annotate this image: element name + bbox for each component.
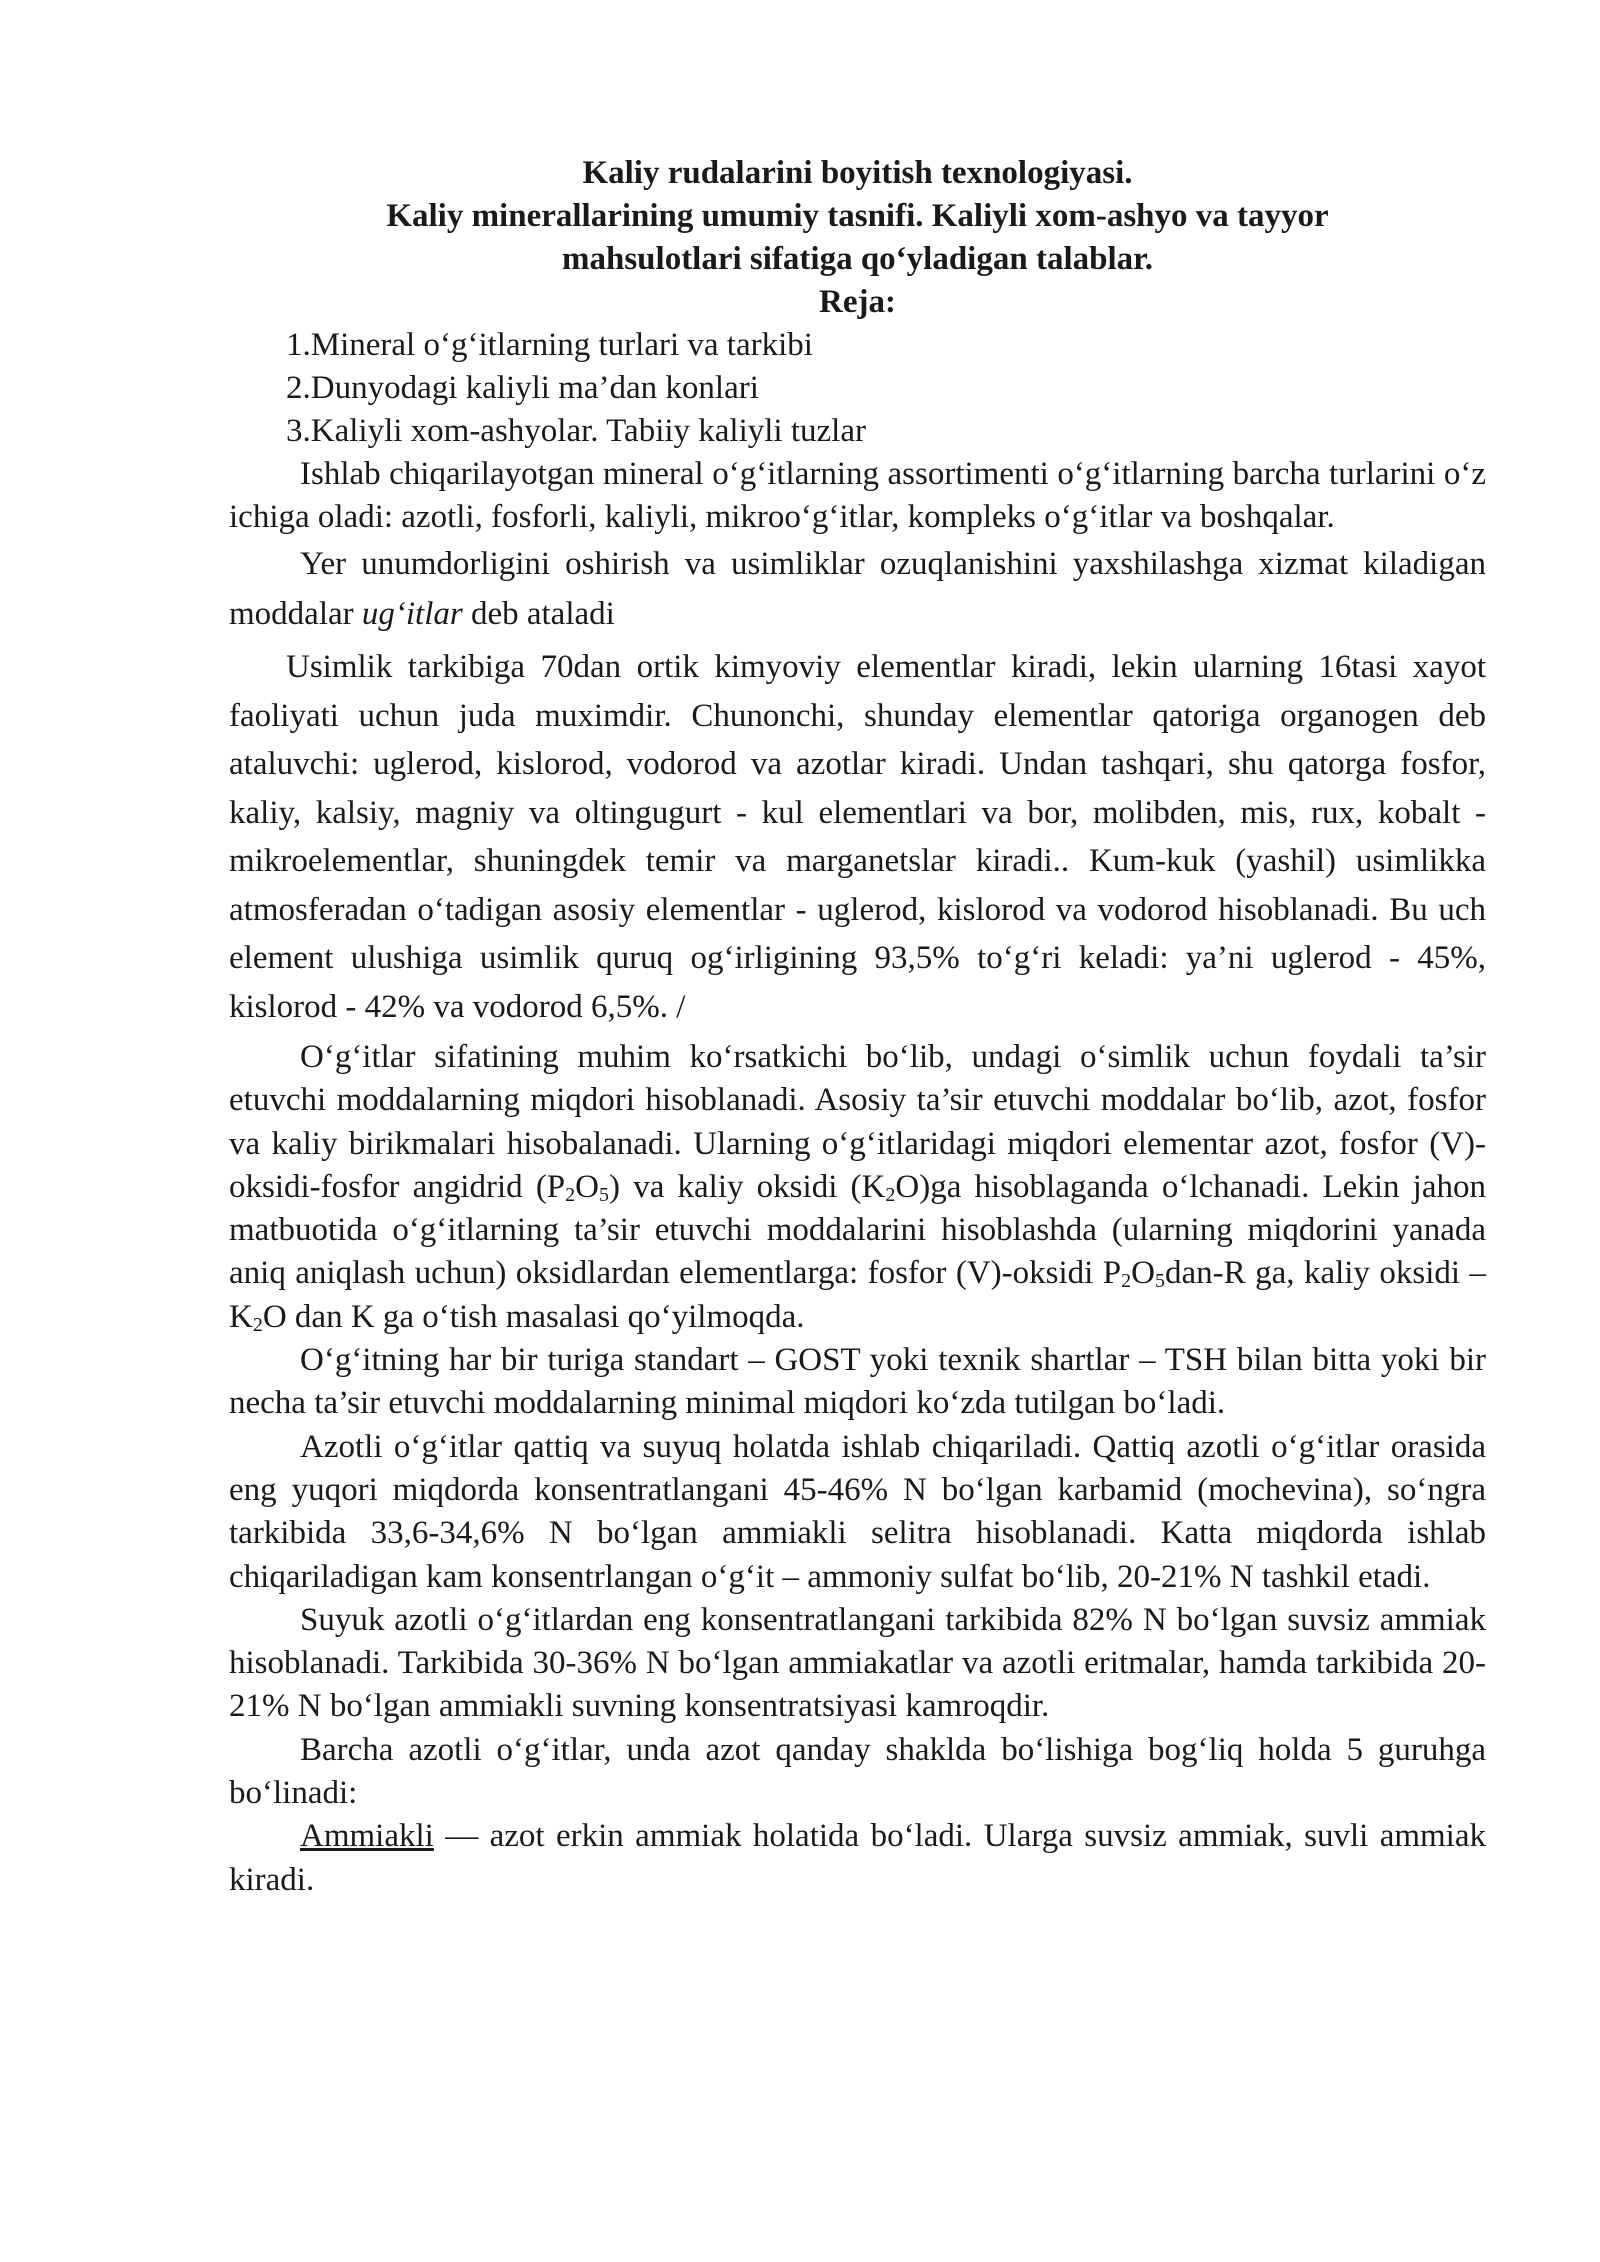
title-line-1: Kaliy rudalarini boyitish texnologiyasi. xyxy=(582,155,1133,191)
paragraph-definition xyxy=(229,539,1486,639)
document-page xyxy=(229,152,1486,1902)
paragraph-ammonia xyxy=(229,1815,1486,1902)
quality-text-d: dan-R ga, kaliy oksidi – K xyxy=(229,1255,1487,1335)
ammonia-term: Ammiakli xyxy=(300,1818,434,1855)
plan-list xyxy=(229,324,1486,453)
oxygen-symbol: O xyxy=(575,1168,600,1205)
plan-item-1: 1.Mineral o‘g‘itlarning turlari va tarkibi xyxy=(286,327,813,363)
quality-text-c: O)ga hisoblaganda o‘lchanadi. Lekin jahon matbuotida o‘g‘itlarning ta’sir etuvchi moddalarini hisoblashda (ularning miqdorini yanada aniq aniqlash uchun) oksidlardan elementlarga: fosfor (V)-oksidi P xyxy=(229,1168,1486,1292)
paragraph-elements: Usimlik tarkibiga 70dan ortik kimyoviy elementlar kiradi, lekin ularning 16tasi xayot faoliyati uchun juda muximdir. Chunonchi, shunday elementlar qatoriga organogen deb ataluvchi: uglerod, kislorod, vodorod va azotlar kiradi. Undan tashqari, shu qatorga fosfor, kaliy, kalsiy, magniy va oltingugurt - kul elementlari va bor, molibden, mis, rux, kobalt - mikroelementlar, shuningdek temir va marganetslar kiradi.. Kum-kuk (yashil) usimlikka atmosferadan o‘tadigan asosiy elementlar - uglerod, kislorod va vodorod hisoblanadi. Bu uch element ulushiga usimlik quruq og‘irligining 93,5% to‘g‘ri keladi: ya’ni uglerod - 45%, kislorod - 42% va vodorod 6,5%. / xyxy=(229,649,1486,1025)
quality-text-a: O‘g‘itlar sifatining muhim ko‘rsatkichi bo‘lib, undagi o‘simlik uchun foydali ta’sir etuvchi moddalarning miqdori hisoblanadi. Asosiy ta’sir etuvchi moddalar bo‘lib, azot, fosfor va kaliy birikmalari hisobalanadi. Ularning o‘g‘itlaridagi miqdori elementar azot, fosfor (V)-oksidi-fosfor angidrid (P xyxy=(229,1039,1486,1205)
paragraph-nitrogen-solid: Azotli o‘g‘itlar qattiq va suyuq holatda ishlab chiqariladi. Qattiq azotli o‘g‘itlar orasida eng yuqori miqdorda konsentratlangani 45-46% N bo‘lgan karbamid (mochevina), so‘ngra tarkibida 33,6-34,6% N bo‘lgan ammiakli selitra hisoblanadi. Katta miqdorda ishlab chiqariladigan kam konsentrlangan o‘g‘it – ammoniy sulfat bo‘lib, 20-21% N tashkil etadi. xyxy=(229,1428,1486,1595)
paragraph-assortment: Ishlab chiqarilayotgan mineral o‘g‘itlarning assortimenti o‘g‘itlarning barcha turlarini o‘z ichiga oladi: azotli, fosforli, kaliyli, mikroo‘g‘itlar, kompleks o‘g‘itlar va boshqalar. xyxy=(229,456,1486,535)
subscript-5: 5 xyxy=(1155,1270,1165,1293)
definition-text-start: Yer unumdorligini oshirish va usimliklar ozuqlanishini yaxshilashga xizmat kiladigan moddalar xyxy=(229,546,1486,632)
definition-text-end: deb ataladi xyxy=(462,596,615,632)
plan-item-2: 2.Dunyodagi kaliyli ma’dan konlari xyxy=(286,370,759,406)
title-line-3: mahsulotlari sifatiga qo‘yladigan talablar. xyxy=(561,241,1154,277)
plan-item-3: 3.Kaliyli xom-ashyolar. Tabiiy kaliyli tuzlar xyxy=(286,413,866,449)
subscript-2: 2 xyxy=(565,1183,576,1206)
subscript-5: 5 xyxy=(599,1183,610,1206)
subscript-2: 2 xyxy=(252,1313,263,1336)
quality-text-b: ) va kaliy oksidi (K xyxy=(609,1168,886,1205)
paragraph-standard: O‘g‘itning har bir turiga standart – GOST yoki texnik shartlar – TSH bilan bitta yoki bir necha ta’sir etuvchi moddalarning minimal miqdori ko‘zda tutilgan bo‘ladi. xyxy=(229,1342,1486,1422)
paragraph-quality xyxy=(229,1036,1486,1339)
ammonia-text: — azot erkin ammiak holatida bo‘ladi. Ularga suvsiz ammiak, suvli ammiak kiradi. xyxy=(229,1818,1486,1898)
plan-heading: Reja: xyxy=(819,284,896,320)
subscript-2: 2 xyxy=(885,1183,896,1206)
definition-term: ug‘itlar xyxy=(361,596,463,632)
quality-text-e: O dan K ga o‘tish masalasi qo‘yilmoqda. xyxy=(262,1298,805,1335)
document-title xyxy=(229,152,1486,324)
subscript-2: 2 xyxy=(1121,1270,1132,1293)
paragraph-nitrogen-groups: Barcha azotli o‘g‘itlar, unda azot qanday shaklda bo‘lishiga bog‘liq holda 5 guruhga bo‘linadi: xyxy=(229,1731,1486,1812)
paragraph-nitrogen-liquid: Suyuk azotli o‘g‘itlardan eng konsentratlangani tarkibida 82% N bo‘lgan suvsiz ammiak hisoblanadi. Tarkibida 30-36% N bo‘lgan ammiakatlar va azotli eritmalar, hamda tarkibida 20-21% N bo‘lgan ammiakli suvning konsentratsiyasi kamroqdir. xyxy=(229,1601,1486,1725)
oxygen-symbol: O xyxy=(1131,1255,1155,1292)
title-line-2: Kaliy minerallarining umumiy tasnifi. Kaliyli xom-ashyo va tayyor xyxy=(386,198,1329,234)
